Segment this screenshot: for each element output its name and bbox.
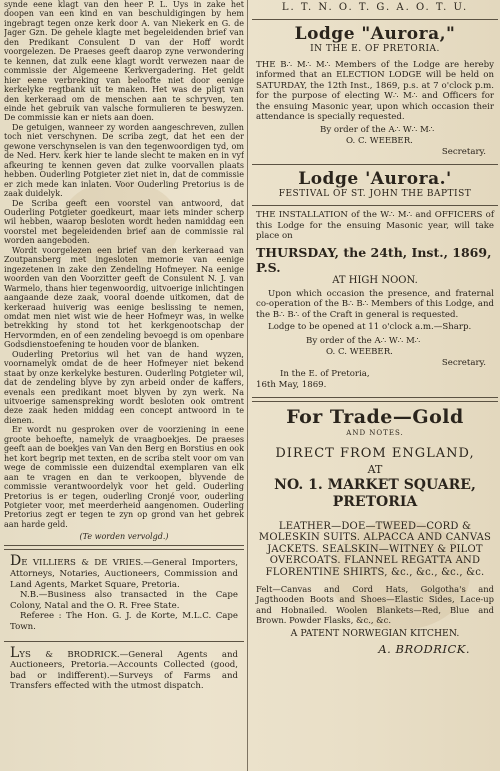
lodge-title: Lodge 'Aurora.' <box>298 169 452 190</box>
section-divider <box>252 164 498 165</box>
advertisement-uys-brodrick <box>10 644 238 692</box>
direct-line: DIRECT FROM ENGLAND, <box>275 445 475 461</box>
event-date: THURSDAY, the 24th, Inst., 1869, P.S. <box>256 244 492 275</box>
lodge-subtitle: IN THE E. OF PRETORIA. <box>310 44 440 54</box>
ad-referee: Referee : The Hon. G. J. de Korte, M.L.C. Cape Town. <box>10 611 238 632</box>
notice-body: Upon which occasion the presence, and fraternal co-operation of the B∴ B∴ Members of this Lodge, and the B∴ B∴ of the Craft in general is requested. <box>256 289 494 320</box>
continued-notice: (Te worden vervolgd.) <box>79 532 169 542</box>
advertisement-de-villiers <box>10 553 238 632</box>
order-line: By order of the A∴ W∴ M∴ <box>306 335 421 346</box>
article-paragraph: Er wordt nu gesproken over de voorziening in eene groote behoefte, namelyk de vraagboekjes. De praeses geeft aan de boekjes van Van den Berg en Borstius en ook het kort begrip met texten, en de scriba stelt voor om van wege de commissie een duizendtal exemplaren van elk aan te vragen en dan te verkoopen, blyvende de commissie verantwoordelyk voor het geld. Ouderling Pretorius is er tegen, ouderling Cronjé voor, ouderling Potgieter voor, met meerderheid aangenomen. Ouderling Pretorius zegt er tegen te zyn op grond van het gebrek aan harde geld. <box>4 425 244 529</box>
ad-text: YS & BRODRICK.—General Agents and Auctioneers, Pretoria.—Accounts Collected (good, bad or indifferent).—Surveys of Farms and Transfers effected with the utmost dispatch. <box>10 649 238 692</box>
article-paragraph: synde eene klagt van den heer P. L. Uys in zake het doopen van een kind en van beschuldigingen by hem ingebragt tegen onze kerk door A. van Niekerk en G. de Jager Gzn. De gehele klagte met begeleidenden brief van den Predikant Consulent D van der Hoff wordt voorgelezen. De Praeses geeft daarop zyne verwondering te kennen, dat zulk eene klagt wordt verwezen naar de commissie der Algemeene Kerkvergadering. Het geldt hier eene verbreking van beloofte niet door eenige kerkelyke regtbank uit te maken. Het was de pligt van den kerkeraad om de menschen aan te schryven, ten einde het gebruik van valsche formulieren te beswyzen. De commissie kan er niets aan doen. <box>4 0 244 123</box>
right-column <box>252 0 498 771</box>
masonic-header: L. T. N. O. T. G. A. O. T. U. <box>281 2 469 13</box>
drop-cap: D <box>10 553 22 570</box>
signatory-role: Secretary. <box>441 357 486 368</box>
goods-details: Felt—Canvas and Cord Hats, Golgotha's and Jagthooden Boots and Shoes—Elastic Sides, Lace-up and Hobnailed. Woolen Blankets—Red, Blue and Brown. Powder Flasks, &c., &c. <box>256 584 494 625</box>
signatory-role: Secretary. <box>441 147 486 158</box>
date-line: 16th May, 1869. <box>256 379 327 390</box>
article-paragraph: De Scriba geeft een voorstel van antwoord, dat Ouderling Potgieter goedkeurt, maar iets minder scherp wil hebben, waarop besloten wordt heden namiddag een voorstel met begeleidenden brief aan de commissie ral worden aangeboden. <box>4 198 244 246</box>
article-paragraph: Ouderling Pretorius wil het van de hand wyzen, voornamelyk omdat de de heer Hofmeyer niet bekend staat by onze kerkelyke besturen. Ouderling Potgieter wil, dat de zendeling blyve by zyn arbeid onder de kaffers, evenals een predikant moet blyven by zyn werk. Na uitvoerige samenspreking wordt besloten ook omtrent deze zaak heden middag een concept antwoord in te dienen. <box>4 349 244 425</box>
notice-body: THE B∴ M∴ M∴ Members of the Lodge are hereby informed that an ELECTION LODGE will be held on SATURDAY, the 12th Inst., 1869, p.s. at 7 o'clock p.m. for the purpose of electing W∴ M∴ and Officers for the ensuing Masonic year, upon which occasion their attendance is specially requested. <box>256 60 494 123</box>
event-time: AT HIGH NOON. <box>332 274 418 286</box>
signatory-name: O. C. WEEBER. <box>346 136 413 147</box>
lodge-title: Lodge "Aurora," <box>294 24 456 44</box>
left-column <box>4 0 244 771</box>
lodge-election-notice <box>252 24 498 158</box>
place-line: In the E. of Pretoria, <box>280 368 370 379</box>
market-address: NO. 1. MARKET SQUARE, PRETORIA <box>274 476 476 510</box>
ad-text: E VILLIERS & DE VRIES.—General Importers, Attorneys, Notaries, Auctioneers, Commission and Land Agents, Market Square, Pretoria. <box>10 558 238 590</box>
ad-note: N.B.—Business also transacted in the Cape Colony, Natal and the O. R. Free State. <box>10 590 238 611</box>
opening-time: Lodge to be opened at 11 o'clock a.m.—Sharp. <box>268 322 472 333</box>
signature-block <box>256 125 494 158</box>
trade-subtitle: AND NOTES. <box>346 428 404 437</box>
trade-signature: A. BRODRICK. <box>378 642 470 656</box>
lodge-subtitle: FESTIVAL OF ST. JOHN THE BAPTIST <box>278 189 472 200</box>
kitchen-line: A PATENT NORWEGIAN KITCHEN. <box>290 628 460 639</box>
article-paragraph: De getuigen, wanneer zy worden aangeschreven, zullen toch niet verschynen. De scriba zegt, dat het een der gewone verschynselen is van den tegenwoordigen tyd, om de Ned. Herv. kerk hier te lande slecht te maken en in vyf afkeuring te kennen geven dat zulke voorvallen plaats hebben. Ouderling Potgieter ziet niet in, dat de commissie er zich mede kan inlaten. Voor Ouderling Pretorius is de zaak duidelyk. <box>4 122 244 199</box>
lodge-festival-notice <box>252 169 498 390</box>
section-divider <box>252 19 498 20</box>
order-line: By order of the A∴ W∴ M∴ <box>320 125 435 136</box>
column-rule <box>247 0 248 771</box>
section-divider <box>4 545 244 550</box>
at-line: AT <box>367 462 383 476</box>
notice-intro: THE INSTALLATION of the W∴ M∴ and OFFICERS of this Lodge for the ensuing Masonic year, will take place on <box>256 210 494 242</box>
trade-title: For Trade—Gold <box>286 405 464 428</box>
signatory-name: O. C. WEEBER. <box>326 346 393 357</box>
section-divider <box>252 397 498 402</box>
goods-list: LEATHER—DOE—TWEED—CORD & MOLESKIN SUITS. ALPACCA AND CANVAS JACKETS. SEALSKIN—WITNEY & PILOT OVERCOATS. FLANNEL REGATTA AND FLORENTINE SHIRTS, &c., &c., &c., &c. <box>258 520 492 578</box>
trade-advertisement <box>252 406 498 656</box>
signature-block <box>256 336 494 391</box>
drop-cap: L <box>10 644 20 661</box>
article-paragraph: Wordt voorgelezen een brief van den kerkeraad van Zoutpansberg met ingesloten memorie van eenige ingezetenen in zake den Zendeling Hofmeyer. Na eenige woorden van den Voorzitter geeft de Consulent N. J. van Warmelo, thans hier tegenwoordig, uitvoerige inlichtingen aangaande deze zaak, vooral doende uitkomen, dat de kerkeraad huiverig was eenige beslissing te nemen, omdat men niet wist wie de heer Hofmeyr was, in welke betrekking hy stond tot het kerkgenootschap der Hervormden, en of een zendeling bevoegd is om openbare Godsdienstoefening te houden voor de blanken. <box>4 245 244 350</box>
section-divider <box>4 641 244 642</box>
section-divider <box>252 205 498 206</box>
